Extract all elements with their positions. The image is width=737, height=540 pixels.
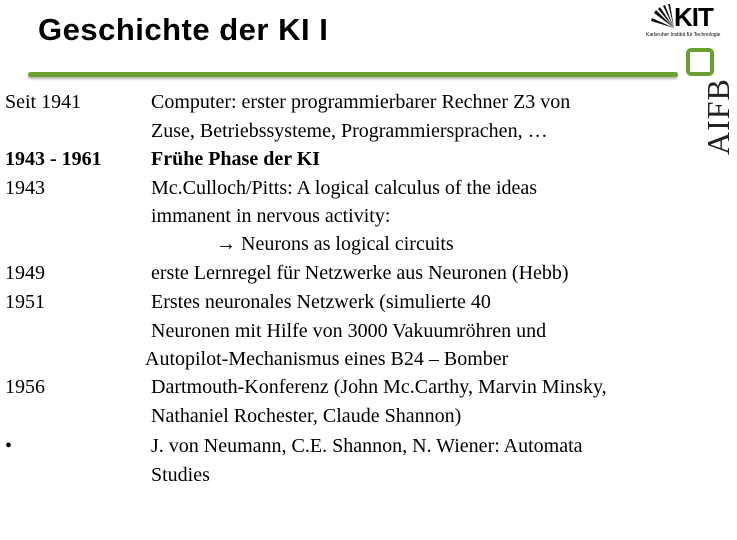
entry-line: immanent in nervous activity: bbox=[151, 205, 391, 227]
year-label: 1951 bbox=[5, 291, 45, 313]
aifb-logo-text: AIFB bbox=[700, 78, 736, 155]
entry-line: erste Lernregel für Netzwerke aus Neuronen (Hebb) bbox=[151, 262, 569, 284]
kit-logo bbox=[646, 2, 721, 42]
kit-mark-icon bbox=[650, 4, 676, 30]
entry-line: Nathaniel Rochester, Claude Shannon) bbox=[151, 405, 462, 427]
kit-logo-subtitle: Karlsruher Institut für Technologie bbox=[646, 32, 721, 38]
title-underline bbox=[28, 72, 678, 77]
entry-line: Mc.Culloch/Pitts: A logical calculus of the ideas bbox=[151, 177, 538, 199]
aifb-o-icon bbox=[684, 46, 716, 78]
slide-title: Geschichte der KI I bbox=[38, 12, 329, 47]
entry-line: Autopilot-Mechanismus eines B24 – Bomber bbox=[145, 348, 509, 370]
entry-line: Frühe Phase der KI bbox=[151, 148, 321, 170]
entry-line: Computer: erster programmierbarer Rechner Z3 von bbox=[151, 91, 571, 113]
year-label: Seit 1941 bbox=[5, 91, 82, 113]
entry-line: Erstes neuronales Netzwerk (simulierte 40 bbox=[151, 291, 491, 313]
year-label: 1943 - 1961 bbox=[5, 148, 102, 170]
bullet-marker: • bbox=[5, 435, 13, 457]
entry-line: Neuronen mit Hilfe von 3000 Vakuumröhren und bbox=[151, 320, 547, 342]
entry-line: J. von Neumann, C.E. Shannon, N. Wiener: Automata bbox=[151, 435, 583, 457]
entry-line: → Neurons as logical circuits bbox=[216, 233, 454, 255]
year-label: 1956 bbox=[5, 376, 45, 398]
year-label: 1949 bbox=[5, 262, 45, 284]
year-label: 1943 bbox=[5, 177, 45, 199]
kit-logo-text: KIT bbox=[674, 2, 713, 32]
entry-line: Studies bbox=[151, 464, 210, 486]
entry-line: Zuse, Betriebssysteme, Programmiersprachen, … bbox=[151, 120, 548, 142]
entry-line: Dartmouth-Konferenz (John Mc.Carthy, Marvin Minsky, bbox=[151, 376, 607, 398]
